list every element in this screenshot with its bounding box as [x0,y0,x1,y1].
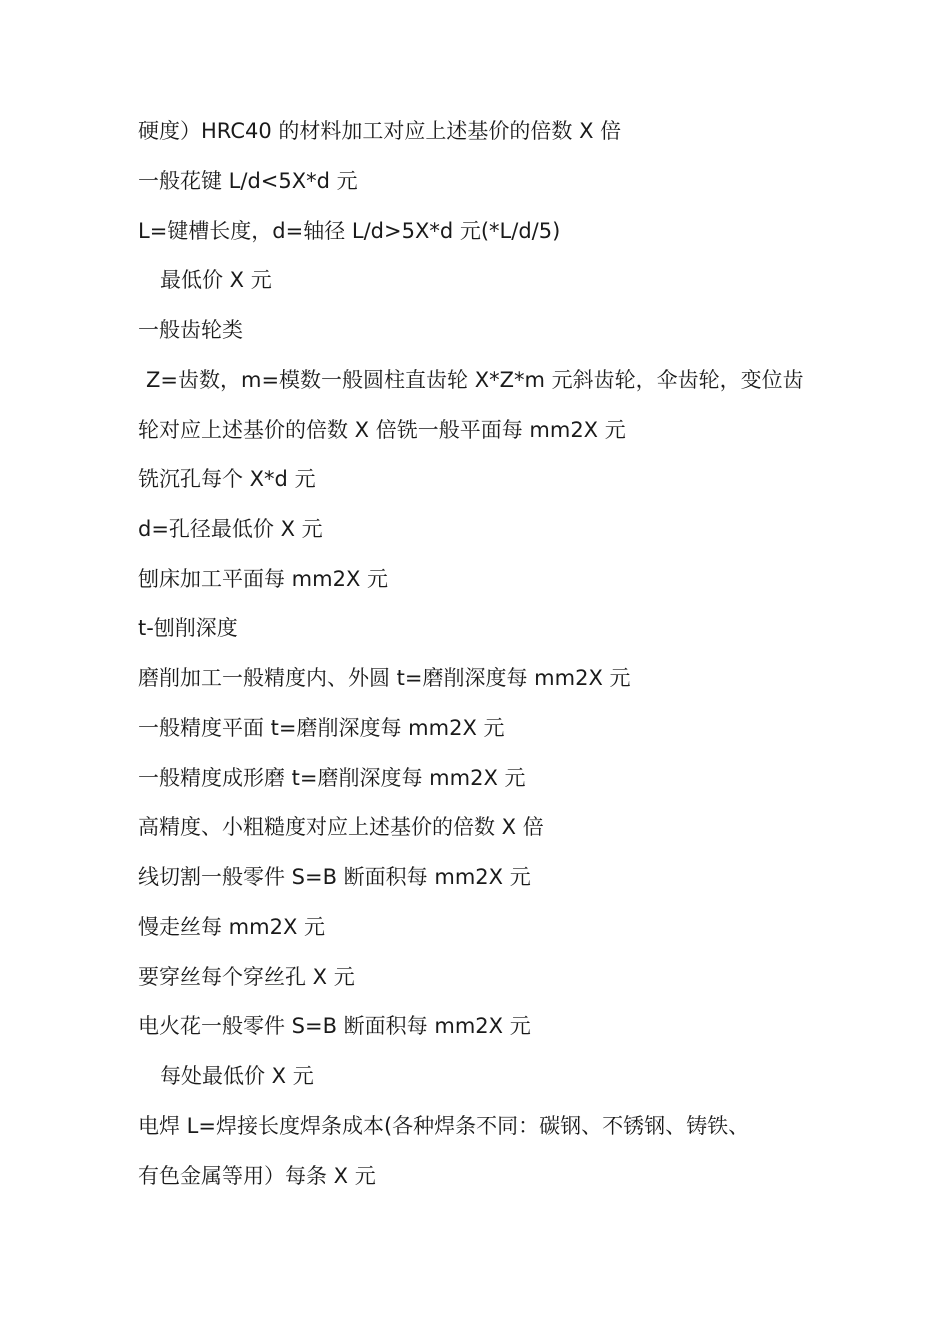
text-line: 每处最低价 X 元 [160,1064,314,1088]
text-line: 有色金属等用）每条 X 元 [138,1164,376,1188]
text-line: 一般花键 L/d<5X*d 元 [138,169,358,193]
text-line: 刨床加工平面每 mm2X 元 [138,567,389,591]
text-line: 一般齿轮类 [138,318,243,342]
text-line: t-刨削深度 [138,616,238,640]
text-line: 电焊 L=焊接长度焊条成本(各种焊条不同：碳钢、不锈钢、铸铁、 [138,1114,750,1138]
text-line: 一般精度成形磨 t=磨削深度每 mm2X 元 [138,766,526,790]
text-line: Z=齿数，m=模数一般圆柱直齿轮 X*Z*m 元斜齿轮，伞齿轮，变位齿 [146,368,804,392]
text-line: 电火花一般零件 S=B 断面积每 mm2X 元 [138,1014,531,1038]
text-line: 慢走丝每 mm2X 元 [138,915,326,939]
text-line: 铣沉孔每个 X*d 元 [138,467,316,491]
text-line: L=键槽长度，d=轴径 L/d>5X*d 元(*L/d/5) [138,219,561,243]
text-line: 一般精度平面 t=磨削深度每 mm2X 元 [138,716,505,740]
text-line: 硬度）HRC40 的材料加工对应上述基价的倍数 X 倍 [138,119,622,143]
text-line: 要穿丝每个穿丝孔 X 元 [138,965,355,989]
text-line: 轮对应上述基价的倍数 X 倍铣一般平面每 mm2X 元 [138,418,626,442]
text-line: d=孔径最低价 X 元 [138,517,323,541]
text-line: 线切割一般零件 S=B 断面积每 mm2X 元 [138,865,531,889]
text-line: 磨削加工一般精度内、外圆 t=磨削深度每 mm2X 元 [138,666,631,690]
text-line: 高精度、小粗糙度对应上述基价的倍数 X 倍 [138,815,544,839]
text-line: 最低价 X 元 [160,268,272,292]
